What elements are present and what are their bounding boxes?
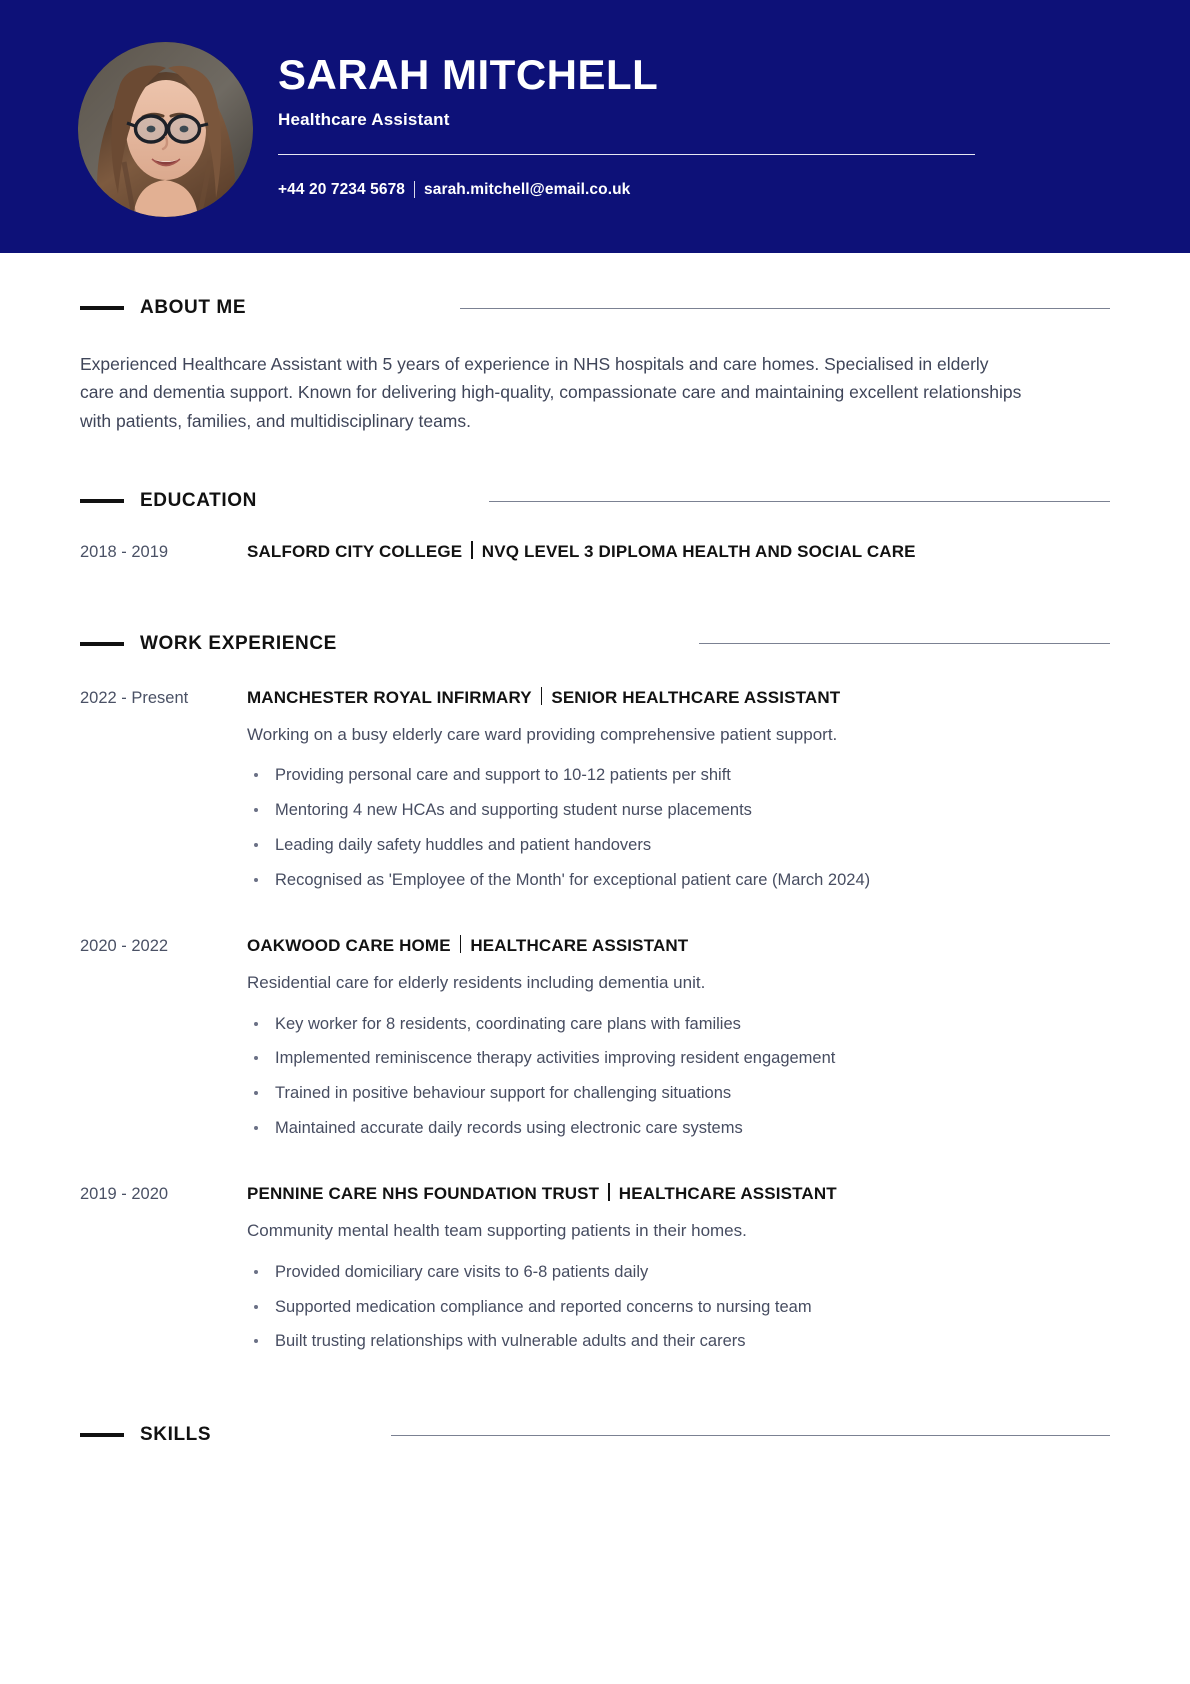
section-header-skills xyxy=(80,1424,1110,1446)
work-bullet-list xyxy=(247,764,1110,893)
work-title xyxy=(247,685,1110,710)
work-entry xyxy=(80,1181,1110,1354)
phone-number[interactable]: +44 20 7234 5678 xyxy=(278,180,406,198)
list-item: Providing personal care and support to 10-12 patients per shift xyxy=(247,764,1110,788)
list-item: Provided domiciliary care visits to 6-8 patients daily xyxy=(247,1261,1110,1285)
title-separator xyxy=(608,1183,610,1201)
education-qualification: NVQ LEVEL 3 DIPLOMA HEALTH AND SOCIAL CARE xyxy=(481,542,916,562)
list-item: Supported medication compliance and reported concerns to nursing team xyxy=(247,1296,1110,1320)
header-text-block xyxy=(278,50,978,199)
work-date: 2019 - 2020 xyxy=(80,1185,169,1204)
education-entry xyxy=(80,539,1110,565)
list-item: Key worker for 8 residents, coordinating care plans with families xyxy=(247,1013,1110,1037)
dash-icon xyxy=(80,306,124,310)
list-item: Built trusting relationships with vulnerable adults and their carers xyxy=(247,1330,1110,1354)
section-title-education: EDUCATION xyxy=(140,490,257,512)
section-rule xyxy=(699,643,1110,644)
page-title: SARAH MITCHELL xyxy=(278,51,659,98)
work-bullet-list xyxy=(247,1261,1110,1355)
dash-icon xyxy=(80,642,124,646)
work-role: HEALTHCARE ASSISTANT xyxy=(618,1184,837,1204)
list-item: Recognised as 'Employee of the Month' for exceptional patient care (March 2024) xyxy=(247,869,1110,893)
job-title: Healthcare Assistant xyxy=(278,109,450,129)
email-address[interactable]: sarah.mitchell@email.co.uk xyxy=(424,180,631,198)
section-rule xyxy=(391,1435,1110,1436)
work-summary: Residential care for elderly residents including dementia unit. xyxy=(247,973,706,993)
work-role: SENIOR HEALTHCARE ASSISTANT xyxy=(551,687,841,707)
education-institution: SALFORD CITY COLLEGE xyxy=(247,542,463,562)
header-divider xyxy=(278,154,975,155)
title-separator xyxy=(460,935,462,953)
title-separator xyxy=(471,541,473,559)
work-employer: PENNINE CARE NHS FOUNDATION TRUST xyxy=(247,1184,600,1204)
section-header-about xyxy=(80,297,1110,319)
work-summary: Working on a busy elderly care ward providing comprehensive patient support. xyxy=(247,724,838,744)
section-header-education xyxy=(80,490,1110,512)
section-title-skills: SKILLS xyxy=(140,1424,212,1446)
contact-separator xyxy=(414,181,415,198)
profile-photo-icon xyxy=(78,42,253,217)
title-separator xyxy=(541,687,543,705)
about-paragraph: Experienced Healthcare Assistant with 5 years of experience in NHS hospitals and care homes. Specialised in elderly care and dementia support. Known for delivering high-quality, compassionate care and maintaining excellent relationships with patients, families, and multidisciplinary teams. xyxy=(80,354,1022,431)
section-header-work xyxy=(80,633,1110,655)
work-entry xyxy=(80,933,1110,1141)
list-item: Implemented reminiscence therapy activities improving resident engagement xyxy=(247,1047,1110,1071)
list-item: Leading daily safety huddles and patient handovers xyxy=(247,834,1110,858)
list-item: Maintained accurate daily records using electronic care systems xyxy=(247,1117,1110,1141)
resume-header xyxy=(0,0,1190,253)
list-item: Mentoring 4 new HCAs and supporting student nurse placements xyxy=(247,799,1110,823)
contact-line xyxy=(278,181,978,199)
dash-icon xyxy=(80,1433,124,1437)
work-bullet-list xyxy=(247,1013,1110,1142)
work-role: HEALTHCARE ASSISTANT xyxy=(470,936,689,956)
work-title xyxy=(247,1181,1110,1206)
section-rule xyxy=(460,308,1110,309)
section-rule xyxy=(489,501,1110,502)
work-employer: MANCHESTER ROYAL INFIRMARY xyxy=(247,687,532,707)
work-date: 2020 - 2022 xyxy=(80,937,169,956)
avatar xyxy=(78,42,253,217)
section-title-work: WORK EXPERIENCE xyxy=(140,632,337,654)
work-date: 2022 - Present xyxy=(80,688,189,707)
resume-body xyxy=(0,297,1190,1446)
education-date: 2018 - 2019 xyxy=(80,543,169,562)
education-title xyxy=(247,539,1110,564)
work-summary: Community mental health team supporting patients in their homes. xyxy=(247,1221,747,1241)
dash-icon xyxy=(80,499,124,503)
work-title xyxy=(247,933,1110,958)
work-employer: OAKWOOD CARE HOME xyxy=(247,936,451,956)
list-item: Trained in positive behaviour support for challenging situations xyxy=(247,1082,1110,1106)
work-entry xyxy=(80,685,1110,893)
section-title-about: ABOUT ME xyxy=(140,297,247,318)
